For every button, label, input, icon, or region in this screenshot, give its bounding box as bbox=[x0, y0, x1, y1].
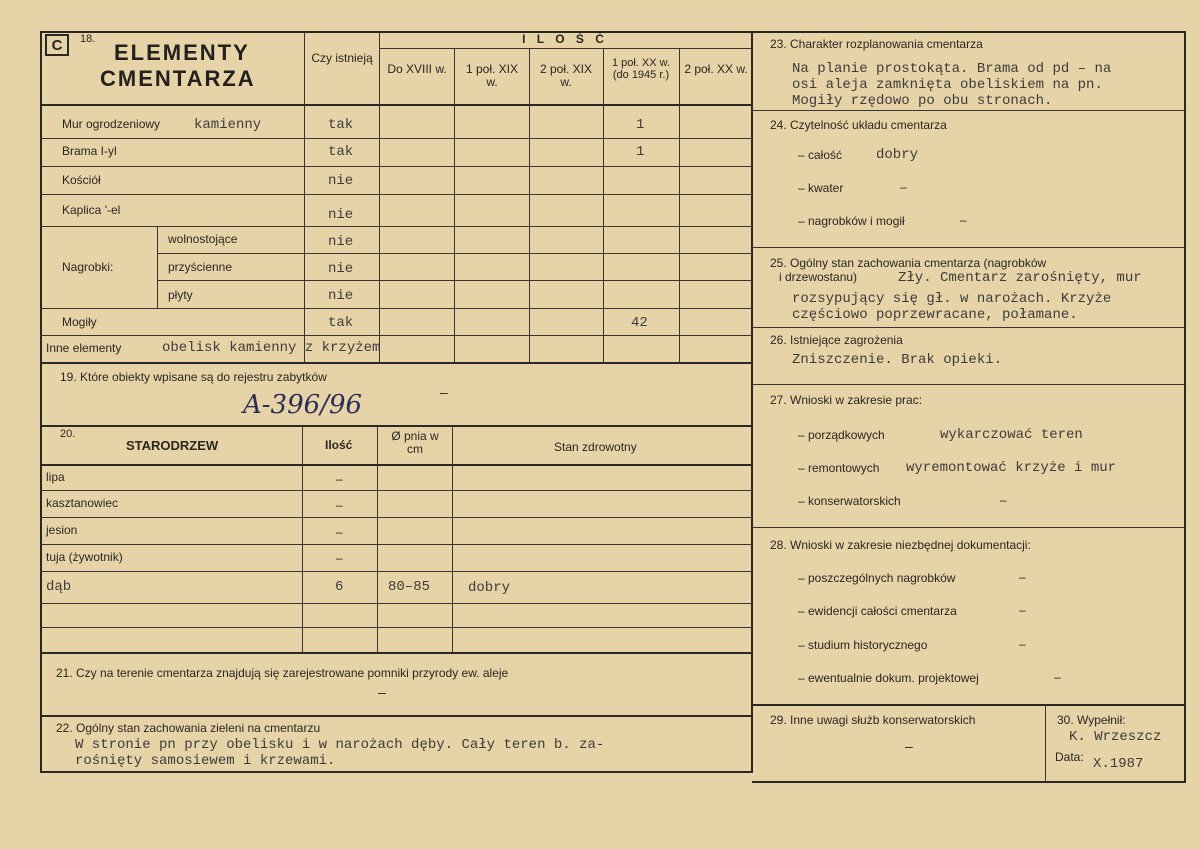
layout-sections-value: – bbox=[900, 180, 907, 194]
row-label-graves: Mogiły bbox=[62, 315, 97, 329]
frame-left bbox=[40, 31, 42, 772]
period-header-4: 1 poł. XX w. (do 1945 r.) bbox=[611, 57, 671, 81]
tree-tuja-count: – bbox=[336, 551, 343, 565]
section-20-number: 20. bbox=[60, 428, 76, 440]
row-label-wall-mounted: przyścienne bbox=[168, 260, 233, 274]
section-19-label: 19. Które obiekty wpisane są do rejestru zabytków bbox=[60, 370, 327, 384]
row-label-tombstones: Nagrobki: bbox=[62, 260, 114, 274]
frame-middle bbox=[751, 31, 753, 773]
section-29-label: 29. Inne uwagi służb konserwatorskich bbox=[770, 713, 976, 727]
tree-jesion: jesion bbox=[46, 523, 78, 537]
period-header-2: 1 poł. XIX w. bbox=[465, 62, 519, 89]
section-30-label: 30. Wypełnił: bbox=[1057, 713, 1126, 727]
exists-gate: tak bbox=[328, 144, 354, 160]
section-25-label-line2: i drzewostanu) bbox=[779, 270, 858, 284]
works-cleanup-value: wykarczować teren bbox=[940, 427, 1083, 443]
layout-whole-value: dobry bbox=[876, 147, 919, 163]
section-23-line1: Na planie prostokąta. Brama od pd – na bbox=[792, 61, 1112, 77]
row-label-other: Inne elementy bbox=[46, 341, 122, 355]
docs-tombstones-value: – bbox=[1019, 570, 1026, 584]
exists-church: nie bbox=[328, 173, 354, 189]
tree-count-header: Ilość bbox=[325, 438, 353, 452]
section-21-label: 21. Czy na terenie cmentarza znajdują się zarejestrowane pomniki przyrody ew. aleje bbox=[56, 666, 509, 680]
section-26-label: 26. Istniejące zagrożenia bbox=[770, 333, 903, 347]
tree-diameter-header: Ø pnia w cm bbox=[391, 429, 439, 456]
frame-bottom-left bbox=[40, 771, 752, 773]
section-mark: C bbox=[45, 34, 69, 56]
section-26-value: Zniszczenie. Brak opieki. bbox=[792, 352, 1003, 368]
row-label-wall: Mur ogrodzeniowy bbox=[62, 117, 161, 131]
section-18-title-line2: CMENTARZA bbox=[100, 66, 256, 91]
wall-count: 1 bbox=[636, 117, 645, 133]
docs-project-label: – ewentualnie dokum. projektowej bbox=[798, 671, 979, 685]
exists-freestanding: nie bbox=[328, 234, 354, 250]
tree-dab-count: 6 bbox=[335, 579, 344, 595]
section-22-line2: rośnięty samosiewem i krzewami. bbox=[75, 753, 336, 769]
graves-count: 42 bbox=[631, 315, 648, 331]
tree-lipa: lipa bbox=[46, 470, 65, 484]
exists-wall: tak bbox=[328, 117, 354, 133]
section-25-line3: częściowo poprzewracane, połamane. bbox=[792, 307, 1078, 323]
register-number: A-396/96 bbox=[243, 390, 363, 420]
tree-dab-health: dobry bbox=[468, 580, 511, 596]
tree-tuja: tuja (żywotnik) bbox=[46, 550, 123, 564]
section-18-title-line1: ELEMENTY bbox=[114, 40, 250, 65]
section-25-label-line1: 25. Ogólny stan zachowania cmentarza (nagrobków bbox=[770, 256, 1047, 270]
date-label: Data: bbox=[1055, 750, 1084, 764]
period-header-5: 2 poł. XX w. bbox=[684, 62, 748, 76]
section-19-dash: – bbox=[440, 384, 448, 400]
section-25-line2: rozsypujący się gł. w narożach. Krzyże bbox=[792, 291, 1112, 307]
docs-project-value: – bbox=[1054, 670, 1061, 684]
works-repair-label: – remontowych bbox=[798, 461, 880, 475]
row-other-value: obelisk kamienny z krzyżem bbox=[162, 340, 381, 356]
section-23-line2: osi aleja zamknięta obeliskiem na pn. bbox=[792, 77, 1103, 93]
quantity-header: I L O Ś Ć bbox=[522, 32, 608, 46]
tree-health-header: Stan zdrowotny bbox=[554, 440, 637, 454]
tree-dab: dąb bbox=[46, 579, 72, 595]
section-28-label: 28. Wnioski w zakresie niezbędnej dokumentacji: bbox=[770, 538, 1031, 552]
exists-chapel: nie bbox=[328, 207, 354, 223]
tree-dab-diameter: 80–85 bbox=[388, 579, 431, 595]
layout-whole-label: – całość bbox=[798, 148, 843, 162]
exists-wall-mounted: nie bbox=[328, 261, 354, 277]
layout-graves-value: – bbox=[960, 213, 967, 227]
period-header-1: Do XVIII w. bbox=[387, 62, 447, 76]
section-23-label: 23. Charakter rozplanowania cmentarza bbox=[770, 37, 983, 51]
tree-kasztanowiec-count: – bbox=[336, 498, 343, 512]
row-label-slabs: płyty bbox=[168, 288, 193, 302]
docs-tombstones-label: – poszczególnych nagrobków bbox=[798, 571, 956, 585]
filled-by-name: K. Wrzeszcz bbox=[1069, 729, 1162, 745]
docs-records-value: – bbox=[1019, 603, 1026, 617]
section-22-label: 22. Ogólny stan zachowania zieleni na cmentarzu bbox=[56, 721, 321, 735]
period-header-3: 2 poł. XIX w. bbox=[539, 62, 593, 89]
date-value: X.1987 bbox=[1093, 756, 1144, 772]
section-22-line1: W stronie pn przy obelisku i w narożach dęby. Cały teren b. za- bbox=[75, 737, 605, 753]
section-21-value: – bbox=[378, 684, 386, 700]
section-29-value: – bbox=[905, 738, 913, 754]
row-label-freestanding: wolnostojące bbox=[168, 232, 238, 246]
docs-records-label: – ewidencji całości cmentarza bbox=[798, 604, 957, 618]
tree-kasztanowiec: kasztanowiec bbox=[46, 496, 119, 510]
row-label-church: Kościół bbox=[62, 173, 101, 187]
exists-slabs: nie bbox=[328, 288, 354, 304]
section-24-label: 24. Czytelność układu cmentarza bbox=[770, 118, 947, 132]
works-conservation-label: – konserwatorskich bbox=[798, 494, 901, 508]
row-wall-detail: kamienny bbox=[194, 117, 262, 133]
layout-sections-label: – kwater bbox=[798, 181, 844, 195]
tree-lipa-count: – bbox=[336, 472, 343, 486]
works-cleanup-label: – porządkowych bbox=[798, 428, 885, 442]
column-exists-header: Czy istnieją bbox=[311, 51, 373, 65]
row-label-chapel: Kaplica '-el bbox=[62, 203, 121, 217]
section-20-title: STARODRZEW bbox=[126, 438, 219, 453]
section-23-line3: Mogiły rzędowo po obu stronach. bbox=[792, 93, 1053, 109]
gate-count: 1 bbox=[636, 144, 645, 160]
section-18-number: 18. bbox=[80, 33, 96, 45]
layout-graves-label: – nagrobków i mogił bbox=[798, 214, 905, 228]
works-repair-value: wyremontować krzyże i mur bbox=[906, 460, 1117, 476]
exists-graves: tak bbox=[328, 315, 354, 331]
tree-jesion-count: – bbox=[336, 525, 343, 539]
docs-history-label: – studium historycznego bbox=[798, 638, 928, 652]
row-label-gate: Brama I-yl bbox=[62, 144, 117, 158]
section-27-label: 27. Wnioski w zakresie prac: bbox=[770, 393, 923, 407]
works-conservation-value: – bbox=[1000, 493, 1007, 507]
section-25-line1: Zły. Cmentarz zarośnięty, mur bbox=[898, 270, 1142, 286]
docs-history-value: – bbox=[1019, 637, 1026, 651]
